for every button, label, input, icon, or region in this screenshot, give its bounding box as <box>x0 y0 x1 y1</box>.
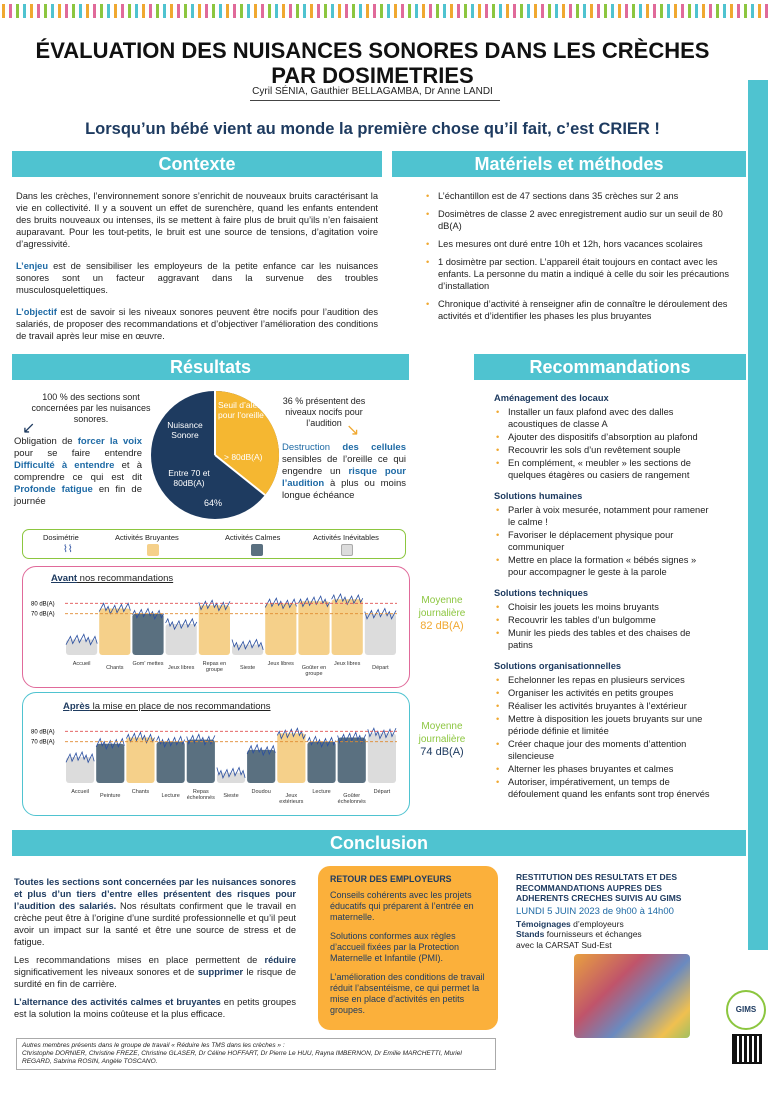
stripe-bar <box>282 4 285 18</box>
retour-title: RETOUR DES EMPLOYEURS <box>330 874 452 884</box>
reco-item: • Réaliser les activités bruyantes à l’extérieur <box>494 700 716 712</box>
y-tick-label: 80 dB(A) <box>31 729 55 736</box>
segment-bar <box>199 605 230 655</box>
stripe-bar <box>177 4 180 18</box>
y-tick-label: 70 dB(A) <box>31 611 55 618</box>
stripe-bar <box>149 4 152 18</box>
stripe-bar <box>72 4 75 18</box>
tagline: Lorsqu’un bébé vient au monde la première chose qu’il fait, c’est CRIER ! <box>85 120 660 138</box>
stripe-bar <box>583 4 586 18</box>
moyenne-avant: Moyenne journalière 82 dB(A) <box>418 595 466 632</box>
stripe-bar <box>576 4 579 18</box>
resultats-right-body: Destruction des cellules sensibles de l’oreille ce qui engendre un risque pour l’audition à plus ou moins longue échéance <box>282 442 406 501</box>
stripe-bar <box>100 4 103 18</box>
gims-logo: GIMS <box>726 990 766 1030</box>
stripe-bar <box>632 4 635 18</box>
stripe-bar <box>156 4 159 18</box>
stripe-bar <box>338 4 341 18</box>
segment-label: Lecture <box>161 793 180 799</box>
segment-bar <box>365 614 396 655</box>
segment-bar <box>332 599 363 655</box>
segment-label: Goûter en groupe <box>301 665 327 677</box>
stripe-bar <box>135 4 138 18</box>
segment-bar <box>277 733 305 783</box>
stripe-bar <box>184 4 187 18</box>
stripe-bar <box>534 4 537 18</box>
stripe-bar <box>436 4 439 18</box>
stripe-bar <box>142 4 145 18</box>
authors: Cyril SÉNIA, Gauthier BELLAGAMBA, Dr Anne LANDI <box>252 86 493 97</box>
stripe-bar <box>653 4 656 18</box>
segment-label: Jeux libres <box>267 661 294 667</box>
stripe-bar <box>723 4 726 18</box>
contexte-heading: Contexte <box>12 151 382 177</box>
segment-label: Repas en groupe <box>202 661 227 673</box>
stripe-bar <box>44 4 47 18</box>
swatch-bruyant <box>147 544 159 556</box>
reco-item: • Alterner les phases bruyantes et calmes <box>494 763 716 775</box>
stripe-bar <box>352 4 355 18</box>
reco-item: • Mettre à disposition les jouets bruyants sur une période définie et limitée <box>494 713 716 737</box>
stripe-bar <box>408 4 411 18</box>
stripe-bar <box>674 4 677 18</box>
stripe-bar <box>163 4 166 18</box>
stripe-bar <box>324 4 327 18</box>
segment-bar <box>247 750 275 783</box>
stripe-bar <box>170 4 173 18</box>
retour-p2: Solutions conformes aux règles d’accueil fixées par la Protection Maternelle et Infantile (PMI). <box>330 931 460 963</box>
stripe-bar <box>9 4 12 18</box>
resultats-left-top: 100 % des sections sont concernées par les nuisances sonores. <box>31 392 151 424</box>
pie-percent: 64% <box>204 498 223 508</box>
stripe-bar <box>611 4 614 18</box>
stripe-bar <box>366 4 369 18</box>
stripe-bar <box>58 4 61 18</box>
stripe-bar <box>121 4 124 18</box>
methode-item: • Dosimètres de classe 2 avec enregistrement audio sur un seuil de 80 dB(A) <box>424 208 730 232</box>
pie-gt80-label: > 80dB(A) <box>224 452 263 462</box>
stripe-bar <box>625 4 628 18</box>
stripe-bar <box>513 4 516 18</box>
methodes-heading: Matériels et méthodes <box>392 151 746 177</box>
y-tick-label: 80 dB(A) <box>31 601 55 608</box>
stripe-bar <box>37 4 40 18</box>
stripe-bar <box>254 4 257 18</box>
pie-seuil-label: Seuil d’alerte pour l’oreille <box>218 400 268 420</box>
chart-legend <box>22 529 406 559</box>
stripe-bar <box>275 4 278 18</box>
stripe-bar <box>359 4 362 18</box>
stripe-bar <box>205 4 208 18</box>
stripe-bar <box>667 4 670 18</box>
stripe-bar <box>688 4 691 18</box>
contexte-p1: Dans les crèches, l’environnement sonore s’enrichit de nouveaux bruits caractérisant la vie en collectivité. Il y a souvent un effet de surenchère, quand les enfants entendent des bruits nouveaux ou intenses, ils se mettent à faire plus de bruit qu’ils n’en faisaient auparavant. Pour les tout-petits, le bruit est une source de tensions, d’agitation voire d’agressivité. <box>16 191 378 249</box>
segment-bar <box>126 738 154 783</box>
arrow-down-icon: ↙ <box>22 420 36 437</box>
stripe-bar <box>506 4 509 18</box>
stripe-bar <box>702 4 705 18</box>
segment-bar <box>96 744 124 783</box>
segment-label: Lecture <box>312 789 331 795</box>
reco-item: • Organiser les activités en petits groupes <box>494 687 716 699</box>
retour-p1: Conseils cohérents avec les projets éducatifs qui préparent à l’entrée en maternelle. <box>330 890 474 922</box>
stripe-bar <box>233 4 236 18</box>
stripe-bar <box>660 4 663 18</box>
chart-avant-plot <box>29 589 401 679</box>
stripe-bar <box>93 4 96 18</box>
reco-item: • Parler à voix mesurée, notamment pour ramener le calme ! <box>494 504 716 528</box>
restitution-title: RESTITUTION DES RESULTATS ET DES RECOMMANDATIONS AUPRES DES ADHERENTS CRECHES SUIVIS AU GIMS <box>516 872 682 903</box>
segment-bar <box>368 733 396 783</box>
stripe-bar <box>415 4 418 18</box>
stripe-bar <box>751 4 754 18</box>
waveform-icon: ⌇⌇ <box>63 544 73 555</box>
chart-avant-title: Avant nos recommandations <box>51 573 174 584</box>
stripe-bar <box>429 4 432 18</box>
methodes-list <box>424 190 730 328</box>
stripe-bar <box>296 4 299 18</box>
recommandations-heading: Recommandations <box>474 354 746 380</box>
conclusion-heading: Conclusion <box>12 830 746 856</box>
stripe-bar <box>212 4 215 18</box>
reco-group-title: Solutions techniques <box>494 588 589 598</box>
stripe-bar <box>303 4 306 18</box>
reco-item: • Autoriser, impérativement, un temps de défoulement quand les enfants sont trop énervés <box>494 776 716 800</box>
swatch-calme <box>251 544 263 556</box>
restitution-date: LUNDI 5 JUIN 2023 de 9h00 à 14h00 <box>516 905 674 917</box>
segment-bar <box>66 640 97 656</box>
reco-item: • Favoriser le déplacement physique pour communiquer <box>494 529 716 553</box>
stripe-bar <box>79 4 82 18</box>
arrow-down-right-icon: ↘ <box>346 422 360 439</box>
stripe-bar <box>380 4 383 18</box>
methode-item: • L’échantillon est de 47 sections dans 35 crèches sur 2 ans <box>424 190 730 202</box>
stripe-bar <box>23 4 26 18</box>
stripe-bar <box>646 4 649 18</box>
stripe-bar <box>2 4 5 18</box>
stripe-bar <box>618 4 621 18</box>
chart-apres-plot <box>29 717 401 807</box>
chart-apres <box>22 692 410 816</box>
segment-bar <box>66 757 94 783</box>
segment-label: Jeux extérieurs <box>279 793 304 805</box>
retour-employeurs-box <box>318 866 498 1030</box>
segment-bar <box>298 601 329 655</box>
stripe-bar <box>492 4 495 18</box>
stripe-bar <box>107 4 110 18</box>
stripe-bar <box>16 4 19 18</box>
restitution-block <box>516 872 716 950</box>
segment-label: Chants <box>106 665 124 671</box>
segment-label: Sieste <box>223 793 239 799</box>
segment-label: Départ <box>372 665 389 671</box>
segment-label: Peinture <box>100 793 121 799</box>
resultats-heading: Résultats <box>12 354 409 380</box>
stripe-bar <box>499 4 502 18</box>
chart-apres-title: Après la mise en place de nos recommandations <box>63 701 271 712</box>
stripe-bar <box>226 4 229 18</box>
segment-label: Goûter échelonnés <box>337 793 366 805</box>
stripe-bar <box>289 4 292 18</box>
retour-p3: L’amélioration des conditions de travail réduit l’absentéisme, ce qui permet la mise en place d’activités en petits groupes. <box>330 972 485 1015</box>
stripe-bar <box>373 4 376 18</box>
reco-item: • En complément, « meubler » les sections de quelques étagères ou casiers de rangement <box>494 457 716 481</box>
stripe-bar <box>394 4 397 18</box>
pie-label: Nuisance Sonore <box>167 420 203 440</box>
stripe-bar <box>261 4 264 18</box>
moyenne-apres: Moyenne journalière 74 dB(A) <box>418 721 466 758</box>
resultats-left-body: Obligation de forcer la voix pour se faire entendre Difficulté à entendre et à comprendre ce qui est dit Profonde fatigue en fin de journée <box>14 436 143 507</box>
qr-code <box>732 1034 762 1064</box>
reco-item: • Echelonner les repas en plusieurs services <box>494 674 716 686</box>
stripe-bar <box>387 4 390 18</box>
methode-item: • Chronique d’activité à renseigner afin de connaître le déroulement des activités et d’identifier les phases les plus bruyantes <box>424 298 730 322</box>
segment-label: Jeux libres <box>334 661 361 667</box>
reco-group-title: Solutions humaines <box>494 491 583 501</box>
stripe-bar <box>527 4 530 18</box>
stripe-bar <box>590 4 593 18</box>
stripe-bar <box>562 4 565 18</box>
reco-item: • Ajouter des dispositifs d’absorption au plafond <box>494 431 716 443</box>
reco-item: • Recouvrir les sols d’un revêtement souple <box>494 444 716 456</box>
stripe-bar <box>548 4 551 18</box>
recommandations-body <box>494 388 716 801</box>
pie-mid-label: Entre 70 et 80dB(A) <box>168 468 210 488</box>
stripe-bar <box>737 4 740 18</box>
contexte-body <box>16 190 378 342</box>
segment-label: Chants <box>131 789 150 795</box>
segment-label: Doudou <box>251 789 271 795</box>
conclusion-p1: Toutes les sections sont concernées par les nuisances sonores et plus d’un tiers d’entre elles présentent des risques pour l’audition des salariés. Nos résultats confirment que le travail en crèche peut être à l’origine d’une surdité professionnelle et qu’il peut avoir un impact sur la santé et être une source de stress et de fatigue. <box>14 877 296 947</box>
segment-label: Repas échelonnés <box>186 789 215 801</box>
stripe-bar <box>744 4 747 18</box>
title-divider <box>250 100 500 101</box>
stripe-bar <box>65 4 68 18</box>
stripe-bar <box>401 4 404 18</box>
stripe-bar <box>464 4 467 18</box>
stripe-bar <box>268 4 271 18</box>
stripe-bar <box>457 4 460 18</box>
stripe-bar <box>555 4 558 18</box>
stripe-bar <box>520 4 523 18</box>
segment-bar <box>307 742 335 783</box>
segment-label: Jeux libres <box>168 665 195 671</box>
accent-sidebar <box>748 80 768 950</box>
legend-bruyantes: Activités Bruyantes <box>115 533 179 542</box>
stripe-bar <box>597 4 600 18</box>
footer-members: Autres membres présents dans le groupe de travail « Réduire les TMS dans les crèches » : Christophe DORNIER, Christine FREZE, Christine GLASER, Dr Céline HOFFART, Dr Pierre Le HUU, Rayna IMBERNON, Dr Emilie MARCHETTI, Muriel REGARD, Sabrina ROSIN, Angèle TOSCANO. <box>16 1038 496 1070</box>
methode-item: • Les mesures ont duré entre 10h et 12h, hors vacances scolaires <box>424 238 730 250</box>
stripe-bar <box>639 4 642 18</box>
reco-item: • Installer un faux plafond avec des dalles acoustiques de classe A <box>494 406 716 430</box>
swatch-inevitable <box>341 544 353 556</box>
y-tick-label: 70 dB(A) <box>31 739 55 746</box>
reco-item: • Munir les pieds des tables et des chaises de patins <box>494 627 716 651</box>
stripe-bar <box>114 4 117 18</box>
conclusion-p3: L’alternance des activités calmes et bruyantes en petits groupes est la solution la moins coûteuse et la plus efficace. <box>14 997 296 1019</box>
segment-bar <box>132 614 163 655</box>
resultats-right-top: 36 % présentent des niveaux nocifs pour l’audition <box>282 396 366 428</box>
chart-avant <box>22 566 410 688</box>
stripe-bar <box>345 4 348 18</box>
restitution-details: Témoignages d’employeurs Stands fournisseurs et échanges avec la CARSAT Sud-Est <box>516 918 642 950</box>
stripe-bar <box>247 4 250 18</box>
stripe-bar <box>758 4 761 18</box>
segment-bar <box>338 738 366 783</box>
methode-item: • 1 dosimètre par section. L’appareil était toujours en contact avec les enfants. La personne du matin a indiqué à celle du soir les précautions d’installation <box>424 256 730 292</box>
stripe-bar <box>478 4 481 18</box>
stripe-bar <box>30 4 33 18</box>
segment-label: Départ <box>373 789 391 795</box>
segment-bar <box>157 742 185 783</box>
reco-item: • Mettre en place la formation « bébés signes » pour accompagner le geste à la parole <box>494 554 716 578</box>
stripe-bar <box>128 4 131 18</box>
segment-bar <box>187 740 215 783</box>
stripe-bar <box>443 4 446 18</box>
reco-item: • Recouvrir les tables d’un bulgomme <box>494 614 716 626</box>
stripe-bar <box>191 4 194 18</box>
stripe-bar <box>471 4 474 18</box>
conclusion-body <box>14 876 296 1020</box>
stripe-bar <box>51 4 54 18</box>
segment-bar <box>99 609 130 656</box>
stripe-bar <box>716 4 719 18</box>
stripe-bar <box>569 4 572 18</box>
stripe-bar <box>541 4 544 18</box>
legend-dosimetrie: Dosimétrie <box>43 533 79 542</box>
segment-label: Accueil <box>71 789 89 795</box>
legend-calmes: Activités Calmes <box>225 533 281 542</box>
segment-label: Sieste <box>239 665 256 671</box>
reco-group-title: Aménagement des locaux <box>494 393 609 403</box>
top-color-stripe <box>0 4 768 18</box>
contexte-p3: L’objectif est de savoir si les niveaux sonores peuvent être nocifs pour l’audition des salariés, de proposer des recommandations et d’objectiver l’amélioration des conditions de travail après leur mise en œuvre. <box>16 307 378 341</box>
stripe-bar <box>709 4 712 18</box>
stripe-bar <box>219 4 222 18</box>
stripe-bar <box>485 4 488 18</box>
stripe-bar <box>310 4 313 18</box>
stripe-bar <box>422 4 425 18</box>
stripe-bar <box>240 4 243 18</box>
stripe-bar <box>604 4 607 18</box>
contexte-p2: L’enjeu est de sensibiliser les employeurs de la petite enfance car les nuisances sonores sont un facteur aggravant dans la survenue des troubles musculosquelettiques. <box>16 261 378 295</box>
stripe-bar <box>331 4 334 18</box>
segment-label: Accueil <box>72 661 91 667</box>
reco-group-title: Solutions organisationnelles <box>494 661 622 671</box>
conclusion-p2: Les recommandations mises en place permettent de réduire significativement les niveaux sonores et de supprimer le risque de surdité en fin de carrière. <box>14 955 296 989</box>
legend-inevitables: Activités Inévitables <box>313 533 379 542</box>
segment-bar <box>265 603 296 655</box>
stripe-bar <box>730 4 733 18</box>
stripe-bar <box>681 4 684 18</box>
stripe-bar <box>198 4 201 18</box>
stripe-bar <box>450 4 453 18</box>
stripe-bar <box>317 4 320 18</box>
reco-item: • Choisir les jouets les moins bruyants <box>494 601 716 613</box>
daycare-photo <box>574 954 690 1038</box>
reco-item: • Créer chaque jour des moments d’attention silencieuse <box>494 738 716 762</box>
stripe-bar <box>86 4 89 18</box>
segment-label: Gom' mettes <box>132 661 164 667</box>
stripe-bar <box>695 4 698 18</box>
poster-title: ÉVALUATION DES NUISANCES SONORES DANS LES CRÈCHES PAR DOSIMETRIES <box>35 38 710 88</box>
